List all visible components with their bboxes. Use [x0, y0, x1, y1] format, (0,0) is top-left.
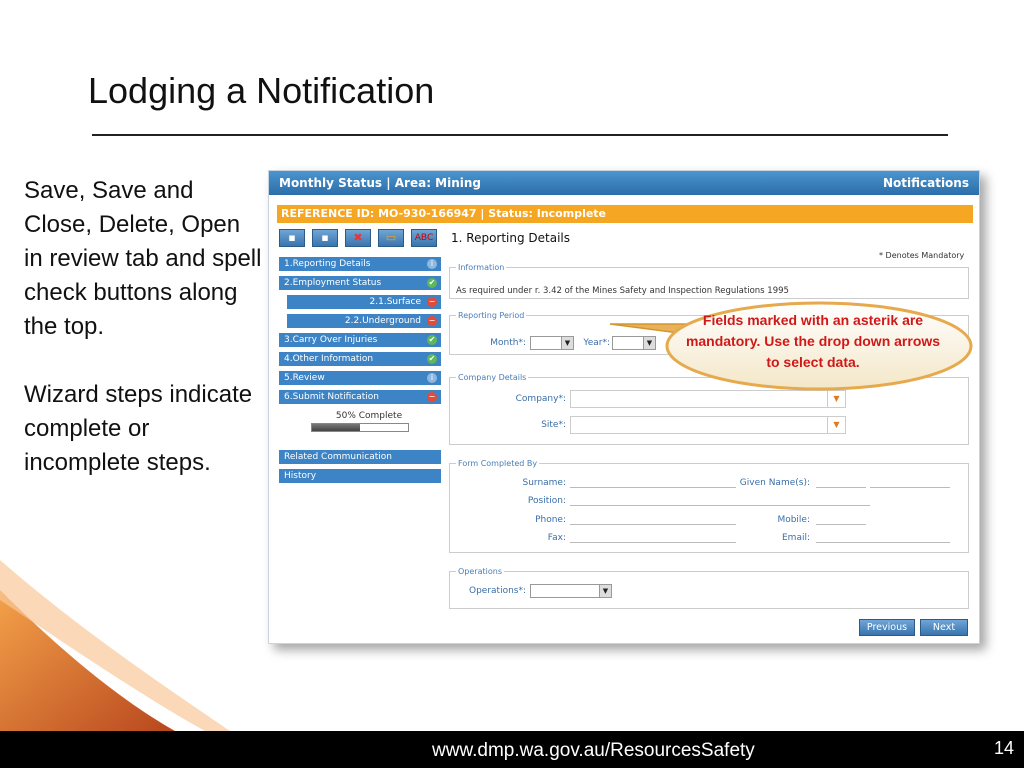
incomplete-icon: − — [428, 297, 436, 306]
mandatory-note: * Denotes Mandatory — [879, 251, 965, 260]
form-completed-by-legend: Form Completed By — [458, 459, 538, 468]
site-label: Site*: — [541, 420, 566, 430]
phone-label: Phone: — [535, 515, 566, 525]
company-label: Company*: — [515, 394, 566, 404]
slide-title: Lodging a Notification — [88, 70, 435, 111]
chevron-down-icon: ▼ — [599, 585, 611, 597]
title-divider — [92, 134, 948, 136]
operations-label: Operations*: — [468, 586, 526, 596]
slide-body — [24, 174, 264, 514]
given-names-label: Given Name(s): — [739, 478, 810, 488]
email-label: Email: — [781, 533, 810, 543]
progress-label: 50% Complete — [335, 411, 403, 421]
surname-label: Surname: — [522, 478, 566, 488]
wizard-step-other-information[interactable]: 4.Other Information ✔ — [279, 352, 441, 366]
complete-check-icon: ✔ — [428, 335, 436, 344]
app-window — [268, 170, 980, 644]
chevron-down-icon: ▼ — [643, 337, 655, 349]
fax-label: Fax: — [547, 533, 566, 543]
wizard-step-employment-status[interactable]: 2.Employment Status ✔ — [279, 276, 441, 290]
next-button[interactable]: Next — [920, 619, 968, 636]
form-completed-by-fieldset — [449, 459, 969, 553]
chevron-down-icon: ▼ — [827, 417, 845, 433]
spell-check-icon: ABC — [414, 233, 434, 243]
wizard-step-underground[interactable]: 2.2.Underground − — [287, 314, 441, 328]
spell-check-button[interactable] — [411, 229, 437, 247]
year-label: Year*: — [583, 338, 610, 348]
surname-field[interactable] — [570, 476, 736, 488]
phone-field[interactable] — [570, 513, 736, 525]
section-title: 1. Reporting Details — [451, 231, 571, 245]
info-icon: i — [427, 373, 437, 383]
delete-button[interactable] — [345, 229, 371, 247]
email-field[interactable] — [816, 531, 950, 543]
given-names-field[interactable] — [816, 476, 866, 488]
position-label: Position: — [527, 496, 566, 506]
month-select[interactable] — [530, 336, 574, 350]
information-legend: Information — [458, 263, 505, 272]
toolbar — [279, 229, 437, 247]
footer-url: www.dmp.wa.gov.au/ResourcesSafety — [432, 740, 755, 761]
bullet-toolbar: Save, Save and Close, Delete, Open in review tab and spell check buttons along the top. — [24, 177, 262, 340]
company-combo[interactable] — [570, 390, 846, 408]
year-select[interactable] — [612, 336, 656, 350]
operations-select[interactable] — [530, 584, 612, 598]
notifications-link[interactable]: Notifications — [882, 176, 969, 190]
reference-bar: REFERENCE ID: MO-930-166947 | Status: Incomplete — [277, 205, 973, 223]
position-field[interactable] — [570, 494, 870, 506]
reporting-period-legend: Reporting Period — [458, 311, 525, 320]
incomplete-icon: − — [428, 316, 436, 325]
company-details-legend: Company Details — [458, 373, 527, 382]
given-names-field-2[interactable] — [870, 476, 950, 488]
progress-bar-fill — [312, 424, 360, 431]
wizard-step-review[interactable]: 5.Review i — [279, 371, 441, 385]
chevron-down-icon: ▼ — [561, 337, 573, 349]
operations-fieldset — [449, 567, 969, 609]
wizard-sidebar — [279, 257, 441, 488]
mobile-field[interactable] — [816, 513, 866, 525]
wizard-step-reporting-details[interactable]: 1.Reporting Details i — [279, 257, 441, 271]
month-label: Month*: — [490, 338, 526, 348]
delete-icon: ✖ — [353, 231, 363, 244]
open-review-tab-button[interactable] — [378, 229, 404, 247]
chevron-down-icon: ▼ — [827, 391, 845, 407]
app-header — [269, 171, 979, 195]
bullet-wizard: Wizard steps indicate complete or incomplete steps. — [24, 381, 253, 476]
save-icon: ▪ — [288, 231, 296, 244]
related-communication-link[interactable]: Related Communication — [279, 450, 441, 464]
review-tab-icon: ▭ — [385, 231, 397, 244]
information-text: As required under r. 3.42 of the Mines Safety and Inspection Regulations 1995 — [456, 286, 789, 296]
wizard-step-surface[interactable]: 2.1.Surface − — [287, 295, 441, 309]
complete-check-icon: ✔ — [428, 354, 436, 363]
site-combo[interactable] — [570, 416, 846, 434]
mobile-label: Mobile: — [777, 515, 810, 525]
fax-field[interactable] — [570, 531, 736, 543]
save-close-button[interactable] — [312, 229, 338, 247]
information-fieldset — [449, 263, 969, 299]
app-header-title: Monthly Status | Area: Mining — [279, 176, 482, 190]
complete-check-icon: ✔ — [428, 278, 436, 287]
incomplete-icon: − — [428, 392, 436, 401]
operations-legend: Operations — [458, 567, 502, 576]
wizard-step-carry-over-injuries[interactable]: 3.Carry Over Injuries ✔ — [279, 333, 441, 347]
callout-text: Fields marked with an asterik are mandatory. Use the drop down arrows to select data. — [685, 312, 941, 370]
save-button[interactable] — [279, 229, 305, 247]
history-link[interactable]: History — [279, 469, 441, 483]
info-icon: i — [427, 259, 437, 269]
page-number: 14 — [994, 738, 1015, 758]
wizard-step-submit-notification[interactable]: 6.Submit Notification − — [279, 390, 441, 404]
save-close-icon: ▪ — [321, 231, 329, 244]
progress-bar — [311, 423, 409, 432]
previous-button[interactable]: Previous — [859, 619, 915, 636]
